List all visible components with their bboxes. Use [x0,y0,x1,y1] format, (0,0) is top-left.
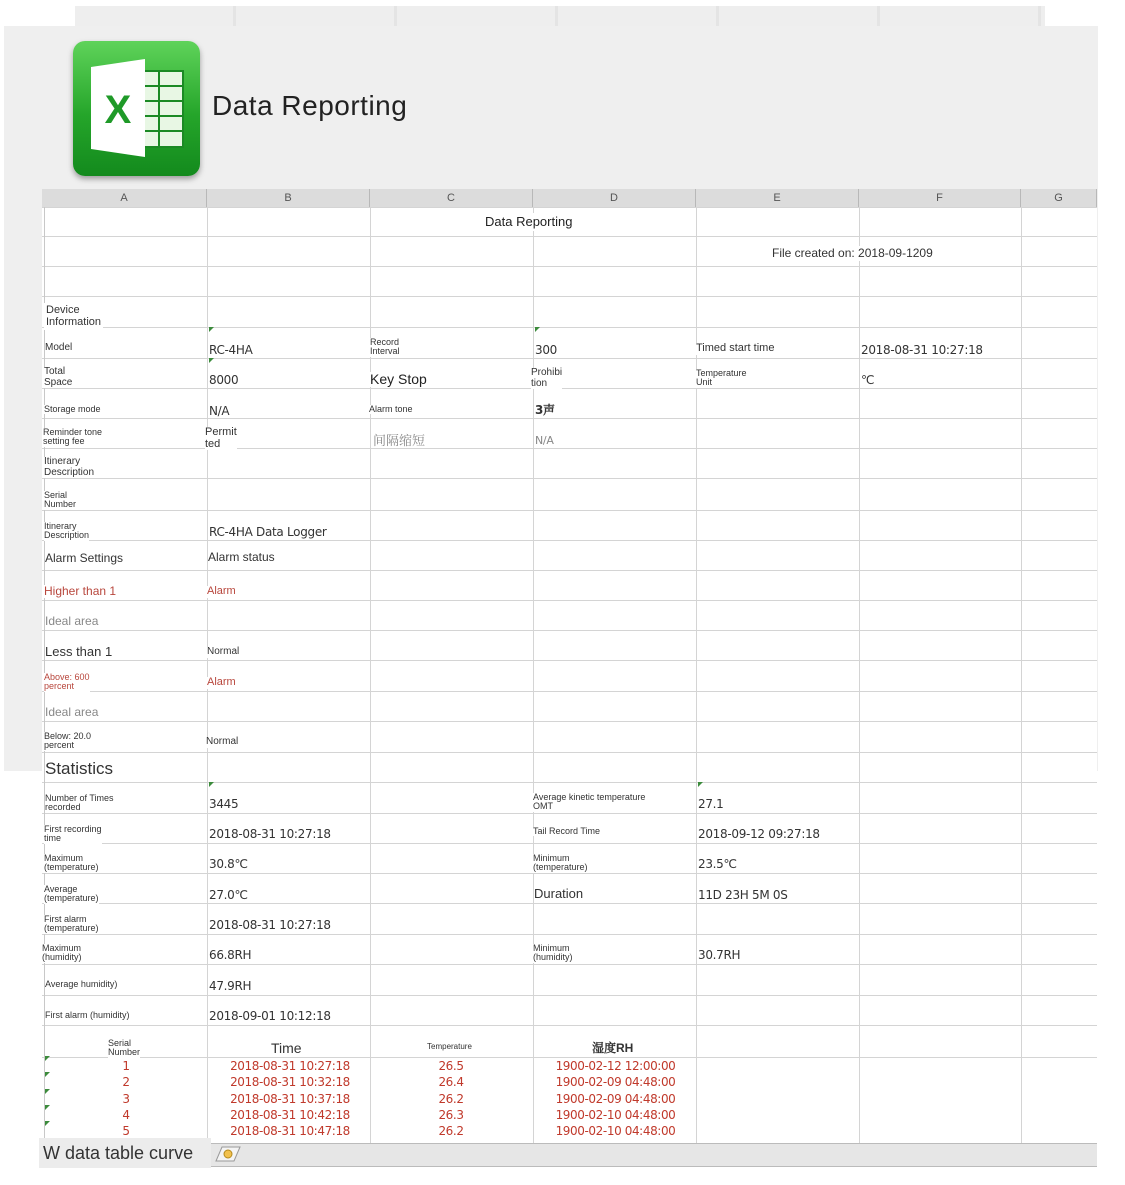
top-strip [75,6,1045,26]
row-gridline [42,964,1097,965]
timed-start-value: 2018-08-31 10:27:18 [861,343,983,357]
duration-value: 11D 23H 5M 0S [698,888,788,902]
max-hum-value: 66.8RH [209,948,252,962]
avg-kinetic-value: 27.1 [698,797,724,811]
cell-note-marker [45,1056,50,1061]
first-recording-label: First recording time [44,824,102,844]
row-gridline [42,266,1097,267]
first-alarm-temp-value: 2018-08-31 10:27:18 [209,918,331,932]
new-sheet-icon[interactable] [212,1145,242,1163]
duration-label: Duration [534,886,584,901]
row-gridline [42,296,1097,297]
sheet-tab[interactable]: W data table curve [39,1138,211,1168]
row-gridline [42,903,1097,904]
row-gridline [42,782,1097,783]
above-status: Alarm [207,676,236,688]
serial-number-header: Serial Number [108,1038,141,1058]
data-row-humidity: 1900-02-10 04:48:00 [555,1124,676,1139]
cell-note-marker [45,1105,50,1110]
temperature-unit-value: ℃ [861,373,875,387]
row-gridline [42,873,1097,874]
times-recorded-value: 3445 [209,797,239,811]
prohibition-label: Prohibi tion [531,367,563,389]
record-interval-label: Record Interval [370,337,400,357]
first-alarm-hum-value: 2018-09-01 10:12:18 [209,1009,331,1023]
less-than-status: Normal [207,646,240,657]
avg-temp-label: Average (temperature) [44,884,99,904]
reminder-tone-label: Reminder tone setting fee [43,427,103,447]
data-row-time: 2018-08-31 10:32:18 [230,1075,350,1090]
row-gridline [42,358,1097,359]
cell-note-marker [535,327,540,332]
data-row-time: 2018-08-31 10:27:18 [230,1059,350,1073]
humidity-header: 湿度RH [592,1041,634,1055]
row-gridline [42,691,1097,692]
below-label: Below: 20.0 percent [44,731,92,751]
row-gridline [42,1025,1097,1026]
cell-note-marker [45,1072,50,1077]
row-gridline [42,752,1097,753]
spreadsheet[interactable] [42,189,1097,1145]
record-interval-value: 300 [535,343,558,357]
min-hum-label: Minimum (humidity) [533,943,573,963]
column-header-e[interactable]: E [696,189,859,207]
data-row-temperature: 26.5 [438,1059,464,1073]
page-title: Data Reporting [212,90,408,121]
data-row-humidity: 1900-02-12 12:00:00 [555,1059,676,1073]
cell-note-marker [209,782,214,787]
row-gridline [42,1057,1097,1058]
row-gridline [42,388,1097,389]
excel-logo-icon [73,41,200,176]
row-gridline [42,813,1097,814]
above-label: Above: 600 percent [44,672,90,692]
higher-than-label: Higher than 1 [44,584,117,598]
data-row-serial: 1 [122,1059,130,1073]
data-row-time: 2018-08-31 10:37:18 [230,1091,350,1106]
column-header-f[interactable]: F [859,189,1021,207]
row-gridline [42,843,1097,844]
cell-note-marker [45,1089,50,1094]
data-row-time: 2018-08-31 10:42:18 [230,1107,350,1122]
alarm-tone-label: Alarm tone [369,404,413,414]
itinerary-description-2-label: Itinerary Description [44,521,90,541]
data-row-temperature: 26.2 [438,1124,464,1139]
below-status: Normal [206,736,239,747]
min-temp-value: 23.5℃ [698,857,737,871]
tail-record-label: Tail Record Time [533,826,601,836]
storage-mode-label: Storage mode [44,404,101,414]
alarm-settings-label: Alarm Settings [45,551,124,565]
interval-label: 间隔缩短 [373,433,426,448]
times-recorded-label: Number of Times recorded [45,793,114,813]
statistics-label: Statistics [45,759,114,778]
column-header-b[interactable]: B [207,189,370,207]
row-gridline [42,630,1097,631]
column-header-g[interactable]: G [1021,189,1097,207]
row-gridline [42,660,1097,661]
cell-note-marker [209,327,214,332]
row-gridline [42,721,1097,722]
row-gridline [42,600,1097,601]
min-temp-label: Minimum (temperature) [533,853,588,873]
row-gridline [42,448,1097,449]
avg-hum-value: 47.9RH [209,979,252,993]
row-gridline [42,327,1097,328]
ideal-area-1-label: Ideal area [45,614,99,628]
data-row-serial: 3 [122,1091,130,1106]
row-gridline [42,570,1097,571]
data-row-humidity: 1900-02-09 04:48:00 [555,1075,676,1090]
row-gridline [42,478,1097,479]
first-alarm-temp-label: First alarm (temperature) [44,914,99,934]
timed-start-label: Timed start time [696,342,775,354]
file-created-text: File created on: 2018-09-1209 [768,246,937,261]
higher-than-status: Alarm [207,585,236,597]
row-gridline [42,995,1097,996]
column-header-c[interactable]: C [370,189,533,207]
min-hum-value: 30.7RH [698,948,741,962]
row-gridline [42,510,1097,511]
column-header-d[interactable]: D [533,189,696,207]
row-gridline [42,418,1097,419]
row-gridline [42,236,1097,237]
ideal-area-2-label: Ideal area [45,705,99,719]
less-than-label: Less than 1 [45,644,113,659]
tail-record-value: 2018-09-12 09:27:18 [698,827,820,841]
itinerary-description-2-value: RC-4HA Data Logger [209,525,327,539]
serial-number-label: Serial Number [44,490,77,510]
cell-note-marker [698,782,703,787]
cell-note-marker [209,358,214,363]
data-row-time: 2018-08-31 10:47:18 [230,1124,350,1139]
column-header-row [42,189,1097,208]
temperature-unit-label: Temperature Unit [696,368,747,388]
column-gridline [1021,207,1022,1145]
max-temp-value: 30.8℃ [209,857,248,871]
storage-mode-value: N/A [209,404,230,418]
data-row-temperature: 26.3 [438,1107,464,1122]
itinerary-description-label: Itinerary Description [44,456,95,478]
avg-kinetic-label: Average kinetic temperature OMT [533,792,646,812]
report-heading: Data Reporting [482,213,575,231]
model-value: RC-4HA [209,343,253,357]
model-label: Model [45,342,73,353]
key-stop-label: Key Stop [370,371,427,387]
temperature-header: Temperature [427,1042,472,1051]
column-gridline [859,207,860,1145]
data-row-temperature: 26.4 [438,1075,464,1090]
device-section-label: Device Information [44,303,103,330]
column-header-a[interactable]: A [42,189,207,207]
data-row-serial: 4 [122,1107,130,1122]
row-gridline [42,540,1097,541]
reminder-tone-value: Permit ted [205,426,237,450]
alarm-tone-value: 3声 [535,403,555,417]
alarm-status-label: Alarm status [208,550,275,564]
interval-value: N/A [535,434,554,447]
time-header: Time [271,1040,302,1056]
total-space-value: 8000 [209,373,239,387]
row-gridline [42,934,1097,935]
column-gridline [533,207,534,1145]
max-temp-label: Maximum (temperature) [44,853,99,873]
total-space-label: Total Space [44,366,73,388]
row-gridline [42,207,1097,208]
first-recording-value: 2018-08-31 10:27:18 [209,827,331,841]
svg-text:X: X [104,88,132,132]
avg-hum-label: Average humidity) [45,979,118,989]
data-row-humidity: 1900-02-10 04:48:00 [555,1107,676,1122]
cell-note-marker [45,1121,50,1126]
avg-temp-value: 27.0℃ [209,888,248,902]
data-row-serial: 5 [122,1124,130,1139]
max-hum-label: Maximum (humidity) [42,943,82,963]
data-row-serial: 2 [122,1075,130,1090]
data-row-humidity: 1900-02-09 04:48:00 [555,1091,676,1106]
first-alarm-hum-label: First alarm (humidity) [45,1010,130,1020]
data-row-temperature: 26.2 [438,1091,464,1106]
